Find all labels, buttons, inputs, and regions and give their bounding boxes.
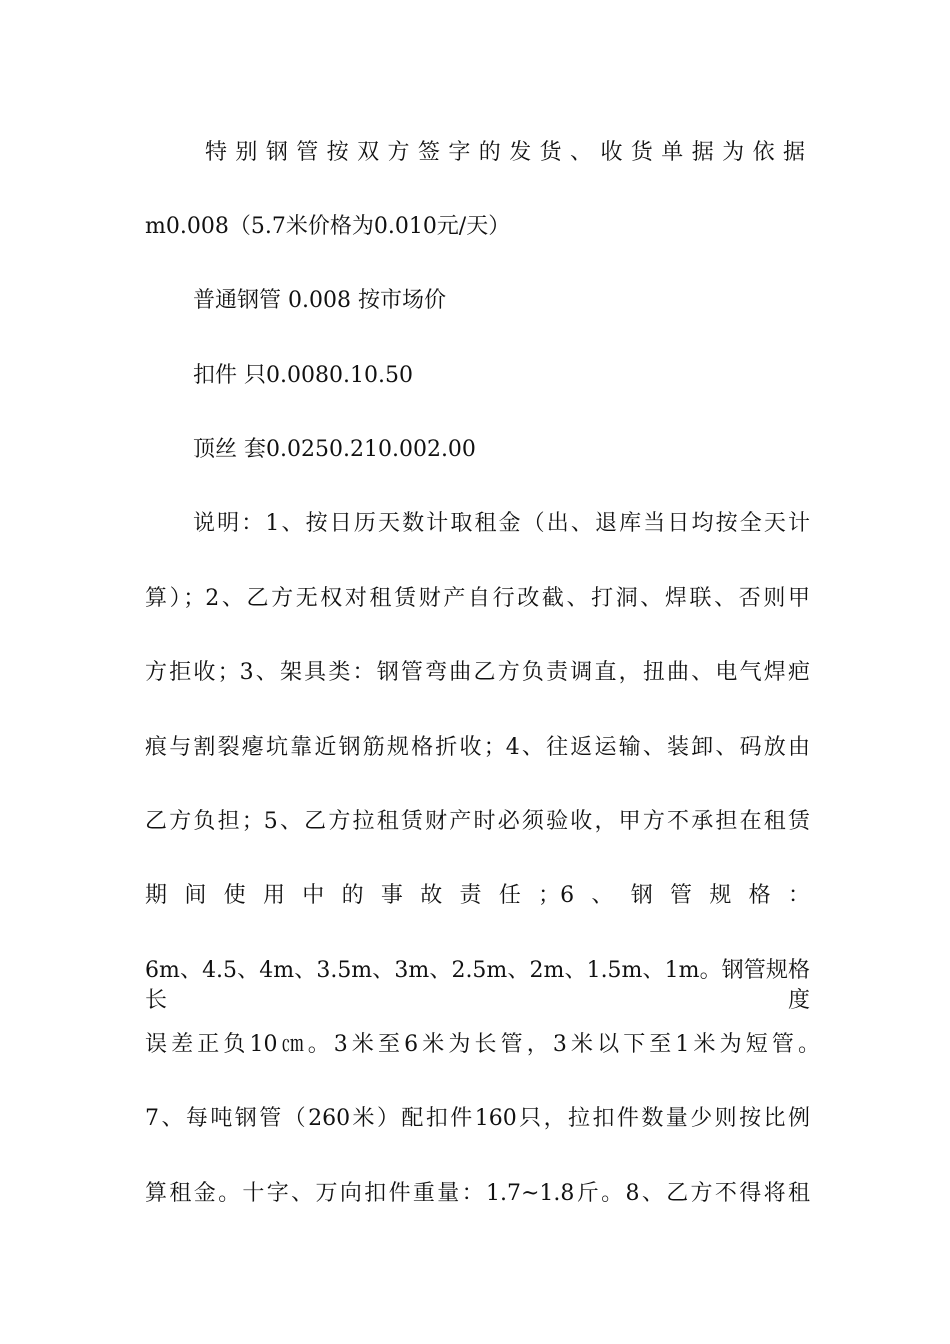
text-line: 期间使用中的事故责任；6、钢管规格： (145, 883, 810, 908)
text-line: 算）；2、乙方无权对租赁财产自行改截、打洞、焊联、否则甲 (145, 586, 810, 611)
text-line: 算租金。十字、万向扣件重量：1.7~1.8斤。8、乙方不得将租 (145, 1181, 810, 1206)
text-line: 普通钢管 0.008 按市场价 (193, 288, 446, 313)
text-line: 方拒收；3、架具类：钢管弯曲乙方负责调直，扭曲、电气焊疤 (145, 660, 810, 685)
text-line: 说明：1、按日历天数计取租金（出、退库当日均按全天计 (193, 511, 810, 536)
text-line: 扣件 只0.0080.10.50 (193, 363, 413, 388)
text-line: 7、每吨钢管（260米）配扣件160只，拉扣件数量少则按比例 (145, 1106, 810, 1131)
text-line: 特别钢管按双方签字的发货、收货单据为依据 (205, 140, 805, 165)
text-line: 6m、4.5、4m、3.5m、3m、2.5m、2m、1.5m、1m。钢管规格长度 (145, 958, 810, 1013)
text-line: 误差正负10㎝。3米至6米为长管，3米以下至1米为短管。 (145, 1032, 820, 1057)
text-line: 痕与割裂瘪坑靠近钢筋规格折收；4、往返运输、装卸、码放由 (145, 735, 810, 760)
text-line: 顶丝 套0.0250.210.002.00 (193, 437, 476, 462)
text-line: m0.008（5.7米价格为0.010元/天） (145, 214, 511, 239)
text-line: 乙方负担；5、乙方拉租赁财产时必须验收，甲方不承担在租赁 (145, 809, 810, 834)
